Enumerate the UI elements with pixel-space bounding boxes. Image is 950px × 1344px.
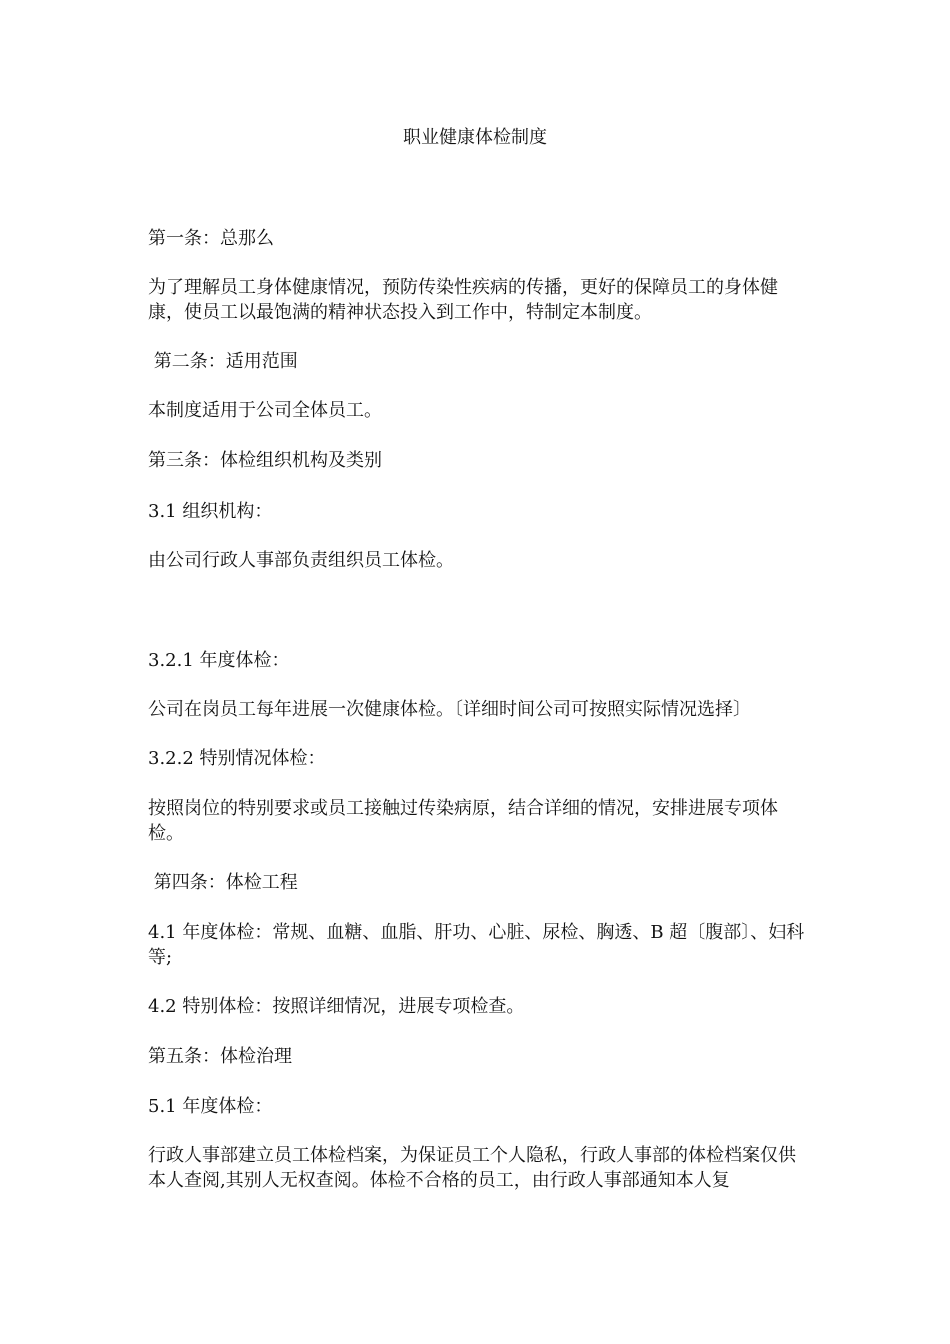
section-3-1-heading: 3.1 组织机构： [148, 501, 273, 522]
section-4-2: 4.2 特别体检：按照详细情况，进展专项检查。 [148, 996, 525, 1017]
section-3-2-1-heading: 3.2.1 年度体检： [148, 650, 290, 671]
article-4-heading: 第四条：体检工程 [148, 872, 298, 893]
section-3-2-1-body: 公司在岗员工每年进展一次健康体检。〔详细时间公司可按照实际情况选择〕 [148, 699, 751, 720]
section-3-2-2-body: 按照岗位的特别要求或员工接触过传染病原，结合详细的情况，安排进展专项体检。 [148, 798, 778, 844]
article-2-heading: 第二条：适用范围 [148, 351, 298, 372]
section-5-1-heading: 5.1 年度体检： [148, 1096, 273, 1117]
article-1-body: 为了理解员工身体健康情况，预防传染性疾病的传播，更好的保障员工的身体健康，使员工以最饱满的精神状态投入到工作中，特制定本制度。 [148, 277, 778, 323]
section-4-1: 4.1 年度体检：常规、血糖、血脂、肝功、心脏、尿检、胸透、B 超〔腹部〕、妇科等; [148, 922, 805, 968]
article-1-heading: 第一条：总那么 [148, 228, 274, 249]
article-3-heading: 第三条：体检组织机构及类别 [148, 450, 382, 471]
document-title: 职业健康体检制度 [403, 127, 547, 148]
section-5-1-body: 行政人事部建立员工体检档案，为保证员工个人隐私，行政人事部的体检档案仅供本人查阅,其别人无权查阅。体检不合格的员工，由行政人事部通知本人复 [148, 1145, 796, 1191]
article-2-body: 本制度适用于公司全体员工。 [148, 400, 382, 421]
section-3-2-2-heading: 3.2.2 特别情况体检： [148, 748, 326, 769]
article-5-heading: 第五条：体检治理 [148, 1046, 292, 1067]
section-3-1-body: 由公司行政人事部负责组织员工体检。 [148, 550, 454, 571]
